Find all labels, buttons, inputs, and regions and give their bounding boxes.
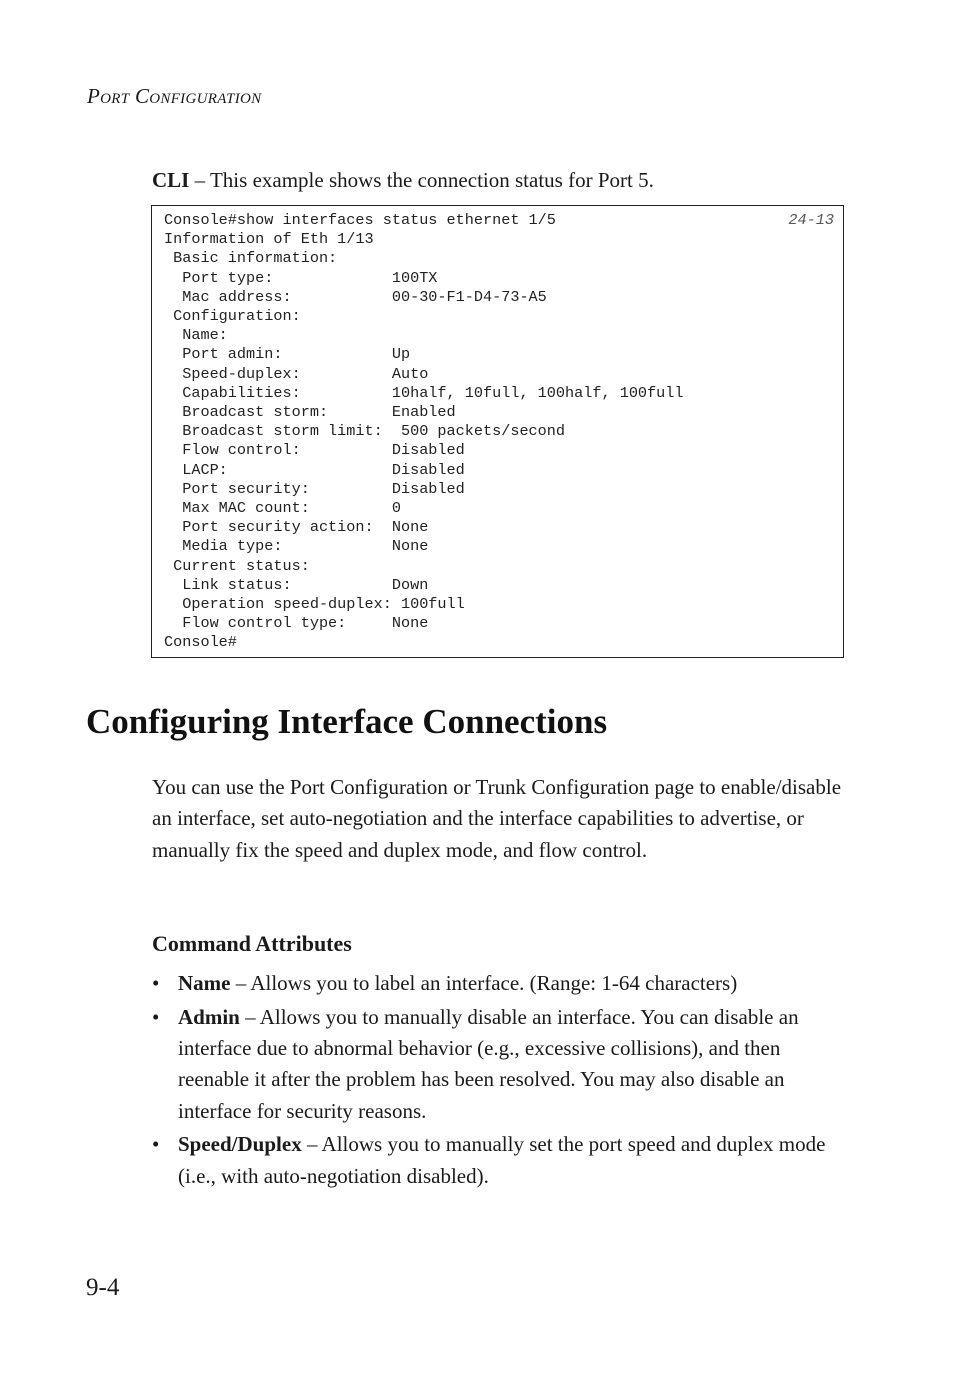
intro-paragraph: You can use the Port Configuration or Trunk Configuration page to enable/disable an interface, set auto-negotiation and the interface capabilities to advertise, or manually fix the speed and duplex mode, and flow control.	[152, 775, 842, 862]
attribute-term: Admin	[178, 1004, 240, 1029]
cli-caption	[152, 168, 654, 193]
cli-output: Console#show interfaces status ethernet 1/5 Information of Eth 1/13 Basic information: Port type: 100TX Mac address: 00-30-F1-D4-73-A5 Configuration: Name: Port admin: Up Speed-duplex: Auto Capabilities: 10half, 10full, 100half, 100full Broadcast storm: Enabled Broadcast storm limit: 500 packets/second Flow control: Disabled LACP: Disabled Port security: Disabled Max MAC count: 0 Port security action: None Media type: None Current status: Link status: Down Operation speed-duplex: 100full Flow control type: None Console#	[164, 211, 684, 652]
cli-example-box	[151, 205, 844, 658]
command-attributes-heading: Command Attributes	[152, 931, 352, 956]
cli-label: CLI	[152, 168, 190, 192]
bullet-icon: •	[152, 1004, 160, 1029]
attribute-item-name	[152, 968, 852, 999]
attribute-desc: – Allows you to manually disable an interface. You can disable an interface due to abnormal behavior (e.g., excessive collisions), and then reenable it after the problem has been resolved. You may also disable an interface for security reasons.	[178, 1004, 799, 1123]
attribute-term: Name	[178, 971, 231, 995]
attribute-term: Speed/Duplex	[178, 1132, 302, 1157]
cli-caption-text: – This example shows the connection status for Port 5.	[189, 168, 654, 192]
header-onfiguration: ONFIGURATION	[149, 91, 262, 107]
attribute-item-speed-duplex	[152, 1129, 852, 1192]
attribute-item-admin	[152, 1002, 852, 1127]
attribute-desc: – Allows you to manually set the port speed and duplex mode (i.e., with auto-negotiation disabled).	[178, 1132, 826, 1188]
header-ort: ORT	[100, 91, 130, 107]
bullet-icon: •	[152, 1132, 160, 1157]
header-c: C	[134, 84, 150, 108]
attribute-desc: – Allows you to label an interface. (Range: 1-64 characters)	[230, 971, 738, 995]
command-reference-page: 24-13	[788, 211, 834, 229]
attribute-list	[152, 968, 852, 1195]
page-number: 9-4	[86, 1274, 120, 1301]
section-title: Configuring Interface Connections	[86, 702, 608, 741]
bullet-icon: •	[152, 971, 160, 995]
header-p: P	[87, 84, 101, 108]
running-header	[87, 84, 261, 109]
